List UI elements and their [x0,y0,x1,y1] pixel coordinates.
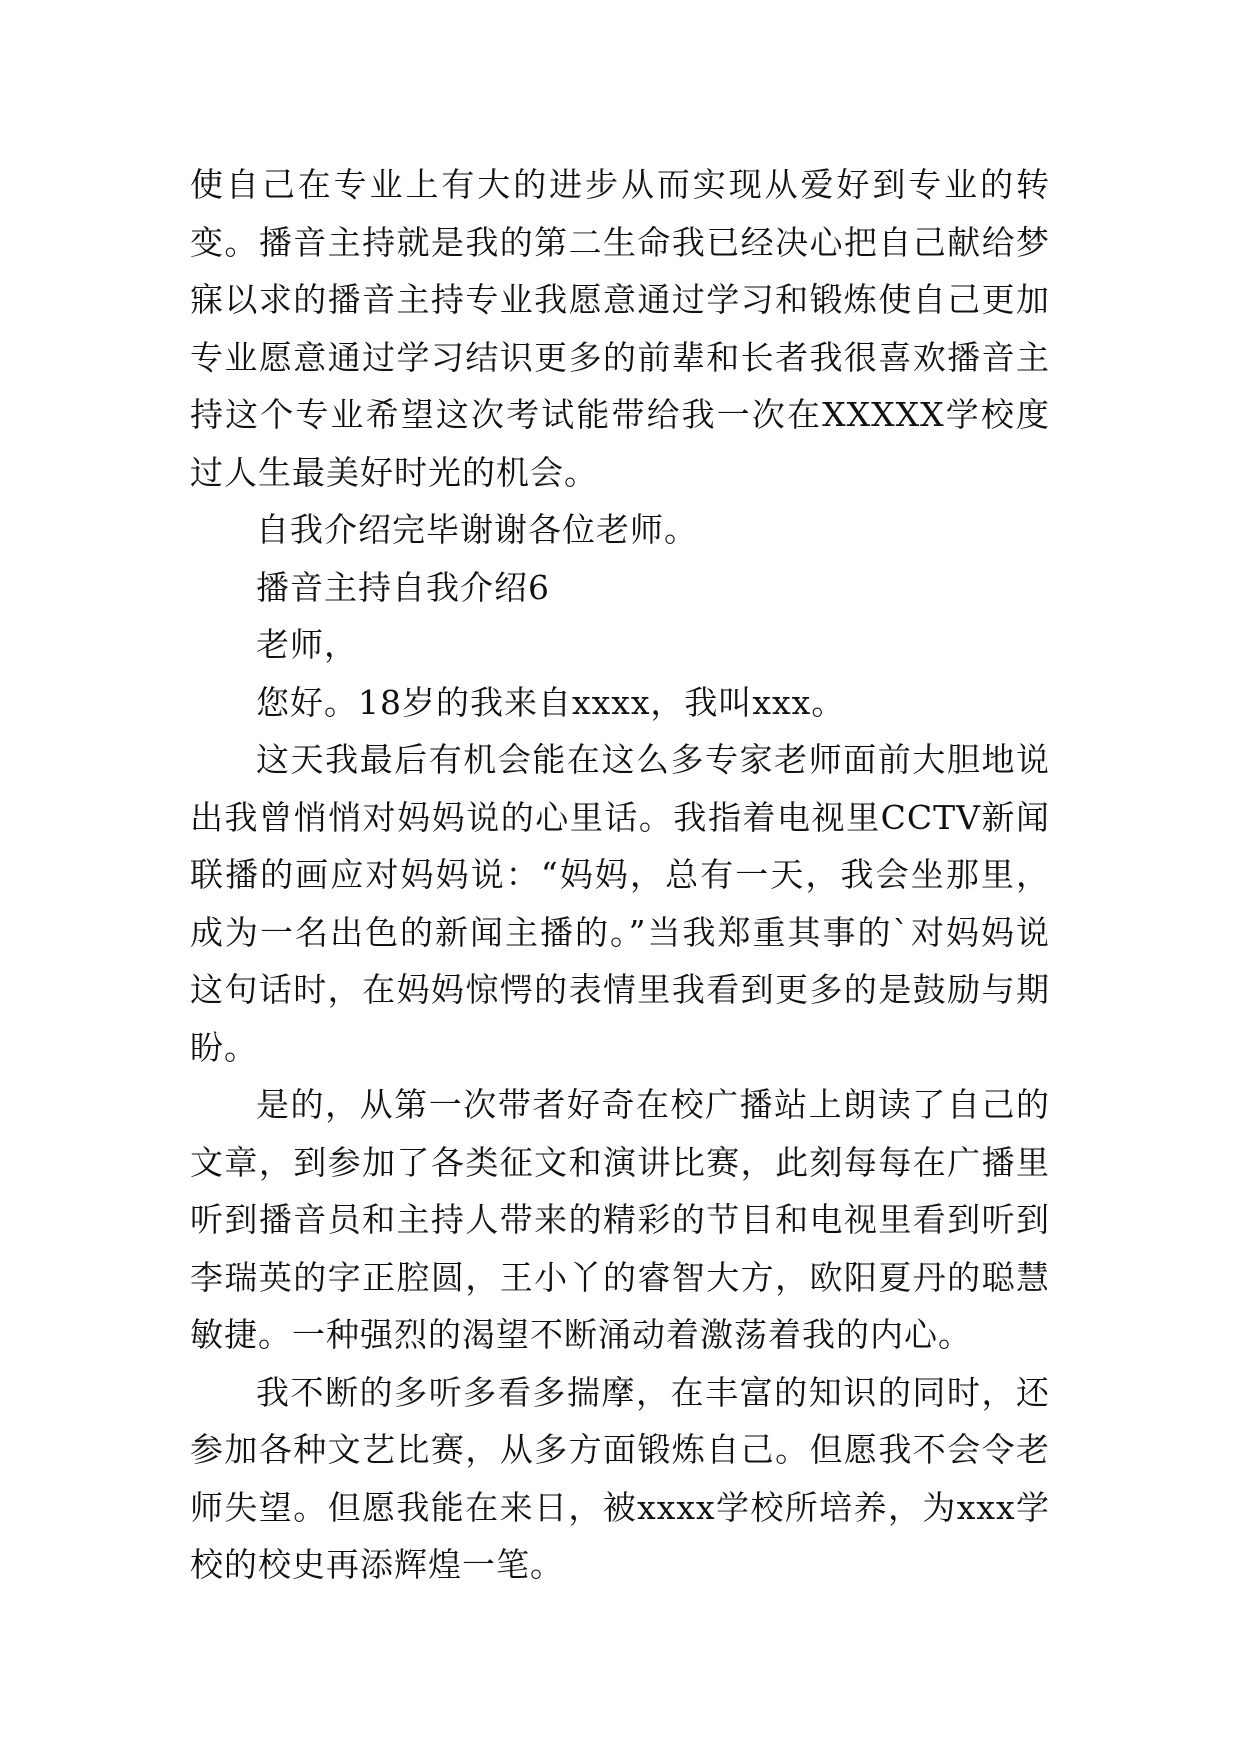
greeting: 您好。18岁的我来自xxxx，我叫xxx。 [256,682,846,722]
paragraph: 是的，从第一次带者好奇在校广播站上朗读了自己的文章，到参加了各类征文和演讲比赛，此刻每每在广播里听到播音员和主持人带来的精彩的节目和电视里看到听到李瑞英的字正腔圆，王小丫的睿智大方，欧阳夏丹的聪慧敏捷。一种强烈的渴望不断涌动着激荡着我的内心。 [190,1085,1050,1354]
paragraph: 我不断的多听多看多揣摩，在丰富的知识的同时，还参加各种文艺比赛，从多方面锻炼自己。但愿我不会令老师失望。但愿我能在来日，被xxxx学校所培养，为xxx学校的校史再添辉煌一笔。 [190,1372,1050,1584]
document-body [190,156,1050,1594]
section-heading: 播音主持自我介绍6 [256,567,550,607]
paragraph-continuation: 使自己在专业上有大的进步从而实现从爱好到专业的转变。播音主持就是我的第二生命我已经决心把自己献给梦寐以求的播音主持专业我愿意通过学习和锻炼使自己更加专业愿意通过学习结识更多的前辈和长者我很喜欢播音主持这个专业希望这次考试能带给我一次在XXXXX学校度过人生最美好时光的机会。 [190,165,1050,492]
paragraph: 这天我最后有机会能在这么多专家老师面前大胆地说出我曾悄悄对妈妈说的心里话。我指着电视里CCTV新闻联播的画应对妈妈说：“妈妈，总有一天，我会坐那里，成为一名出色的新闻主播的。”当我郑重其事的`对妈妈说这句话时，在妈妈惊愕的表情里我看到更多的是鼓励与期盼。 [190,740,1050,1067]
salutation: 老师， [256,625,358,664]
paragraph-closing: 自我介绍完毕谢谢各位老师。 [256,510,698,549]
